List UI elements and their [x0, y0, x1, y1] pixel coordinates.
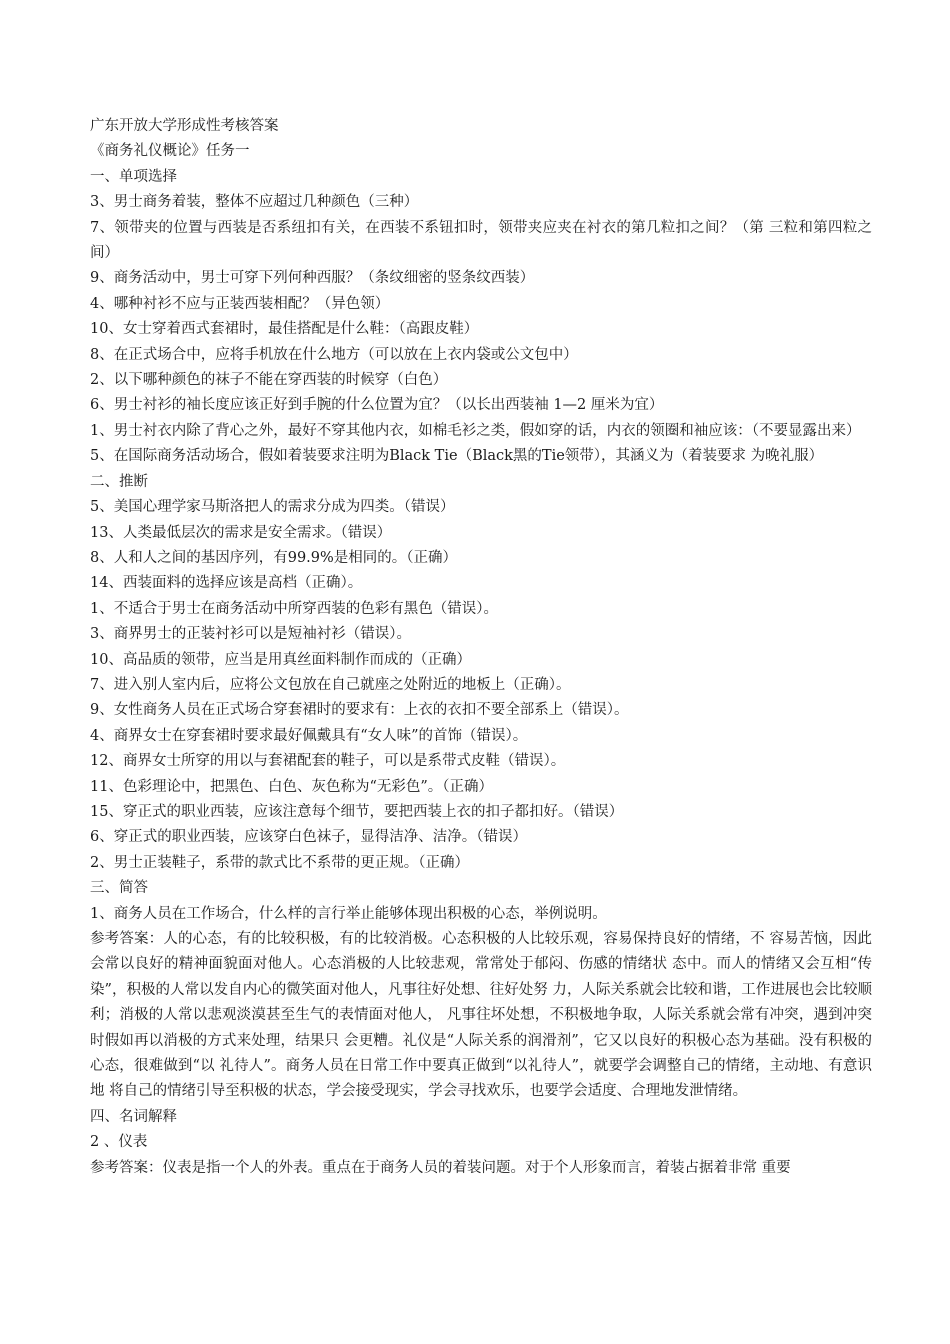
question-item: 4、商界女士在穿套裙时要求最好佩戴具有“女人味”的首饰（错误）。 [90, 727, 528, 744]
question-item: 13、人类最低层次的需求是安全需求。（错误） [90, 524, 392, 541]
document-subtitle: 《商务礼仪概论》任务一 [90, 143, 250, 160]
question-item: 3、男士商务着装，整体不应超过几种颜色（三种） [90, 194, 419, 211]
document-title: 广东开放大学形成性考核答案 [90, 118, 279, 134]
section-heading-judgement: 二、推断 [90, 473, 148, 490]
question-item: 5、美国心理学家马斯洛把人的需求分成为四类。（错误） [90, 499, 455, 516]
question-item: 7、领带夹的位置与西装是否系纽扣有关，在西装不系钮扣时，领带夹应夹在衬衣的第几粒扣之间？（第 三粒和第四粒之间） [90, 219, 872, 262]
question-item: 11、色彩理论中，把黑色、白色、灰色称为“无彩色”。（正确） [90, 778, 494, 795]
question-item: 4、哪种衬衫不应与正装西装相配？（异色领） [90, 295, 390, 312]
question-item: 6、穿正式的职业西装，应该穿白色袜子，显得洁净、洁净。（错误） [90, 829, 527, 846]
question-item: 10、高品质的领带，应当是用真丝面料制作而成的（正确） [90, 651, 471, 668]
question-item: 2、以下哪种颜色的袜子不能在穿西装的时候穿（白色） [90, 372, 448, 389]
answer-paragraph: 参考答案：仪表是指一个人的外表。重点在于商务人员的着装问题。对于个人形象而言，着装占据着非常 重要 [90, 1159, 791, 1176]
question-item: 2、男士正装鞋子，系带的款式比不系带的更正规。（正确） [90, 854, 469, 871]
question-item: 8、在正式场合中，应将手机放在什么地方（可以放在上衣内袋或公文包中） [90, 346, 578, 363]
section-heading-single-choice: 一、单项选择 [90, 168, 177, 185]
question-item: 14、西装面料的选择应该是高档（正确）。 [90, 575, 363, 592]
question-item: 1、商务人员在工作场合，什么样的言行举止能够体现出积极的心态，举例说明。 [90, 905, 607, 922]
question-item: 1、男士衬衣内除了背心之外，最好不穿其他内衣，如棉毛衫之类，假如穿的话，内衣的领圈和袖应该：（不要显露出来） [90, 422, 861, 439]
question-item: 15、穿正式的职业西装，应该注意每个细节，要把西装上衣的扣子都扣好。（错误） [90, 803, 624, 820]
document-body [90, 114, 872, 1181]
question-item: 2 、仪表 [90, 1134, 148, 1151]
question-item: 8、人和人之间的基因序列，有99.9%是相同的。（正确） [90, 549, 458, 566]
section-heading-short-answer: 三、简答 [90, 880, 148, 897]
question-item: 6、男士衬衫的袖长度应该正好到手腕的什么位置为宜？（以长出西装袖 1—2 厘米为宜） [90, 397, 664, 414]
section-heading-term-definition: 四、名词解释 [90, 1108, 177, 1125]
question-item: 5、在国际商务活动场合，假如着装要求注明为Black Tie（Black黑的Tie领带），其涵义为（着装要求 为晚礼服） [90, 448, 824, 465]
question-item: 3、商界男士的正装衬衫可以是短袖衬衫（错误）。 [90, 626, 411, 643]
question-item: 9、商务活动中，男士可穿下列何种西服？（条纹细密的竖条纹西装） [90, 270, 535, 287]
question-item: 9、女性商务人员在正式场合穿套裙时的要求有：上衣的衣扣不要全部系上（错误）。 [90, 702, 629, 719]
answer-paragraph: 参考答案：人的心态，有的比较积极，有的比较消极。心态积极的人比较乐观，容易保持良好的情绪，不 容易苦恼，因此会常以良好的精神面貌面对他人。心态消极的人比较悲观，常常处于郁闷、伤感的情绪状 态中。而人的情绪又会互相“传染”，积极的人常以发自内心的微笑面对他人，凡事往好处想、往好处努 力，人际关系就会比较和谐，工作进展也会比较顺利；消极的人常以悲观淡漠甚至生气的表情面对他人， 凡事往坏处想，不积极地争取，人际关系就会常有冲突，遇到冲突时假如再以消极的方式来处理，结果只 会更糟。礼仪是“人际关系的润滑剂”，它又以良好的积极心态为基础。没有积极的心态，很难做到“以 礼待人”。商务人员在日常工作中要真正做到“以礼待人”，就要学会调整自己的情绪，主动地、有意识地 将自己的情绪引导至积极的状态，学会接受现实，学会寻找欢乐，也要学会适度、合理地发泄情绪。 [90, 931, 872, 1100]
question-item: 7、进入别人室内后，应将公文包放在自己就座之处附近的地板上（正确）。 [90, 676, 571, 693]
question-item: 1、不适合于男士在商务活动中所穿西装的色彩有黑色（错误）。 [90, 600, 498, 617]
question-item: 12、商界女士所穿的用以与套裙配套的鞋子，可以是系带式皮鞋（错误）。 [90, 753, 566, 770]
question-item: 10、女士穿着西式套裙时，最佳搭配是什么鞋：（高跟皮鞋） [90, 321, 479, 338]
